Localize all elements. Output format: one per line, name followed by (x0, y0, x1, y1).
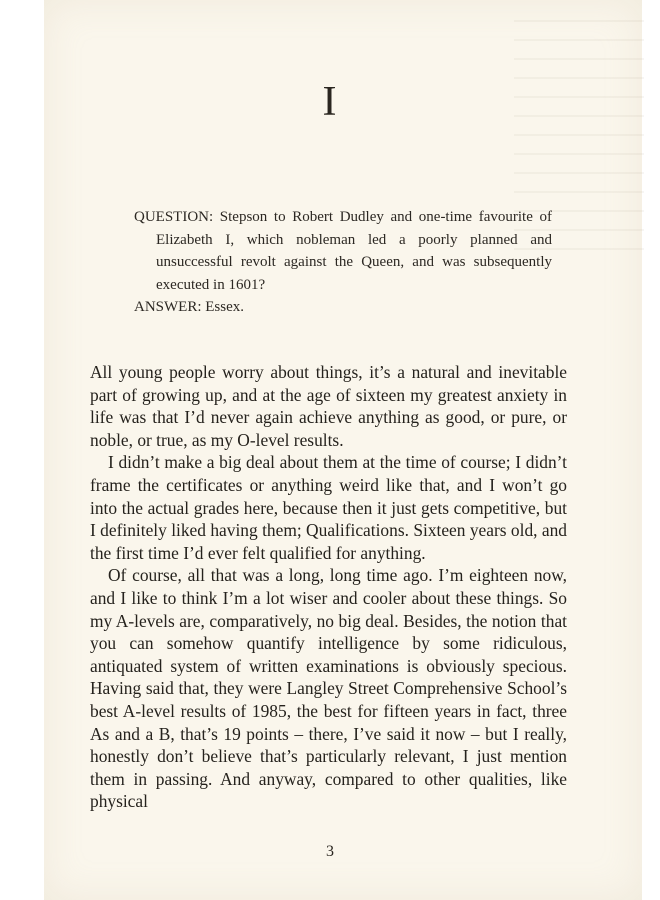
body-paragraph: I didn’t make a big deal about them at the time of course; I didn’t frame the certificates or anything weird like that, and I won’t go into the actual grades here, because then it just gets competitive, but I definitely liked having them; Qualifications. Sixteen years old, and the first time I’d ever felt qualified for anything. (90, 452, 567, 563)
body-paragraph: Of course, all that was a long, long time ago. I’m eighteen now, and I like to think I’m a lot wiser and cooler about these things. So my A-levels are, comparatively, no big deal. Besides, the notion that you can somehow quantify intelligence by some ridiculous, antiquated system of written examinations is obviously specious. Having said that, they were Langley Street Comprehensive School’s best A-level results of 1985, the best for fifteen years in fact, three As and a B, that’s 19 points – there, I’ve said it now – but I really, honestly don’t believe that’s particularly relevant, I just mention them in passing. And anyway, compared to other qualities, like physical (90, 565, 567, 812)
quiz-answer: ANSWER: Essex. (134, 299, 244, 315)
quiz-epigraph (134, 206, 552, 319)
chapter-number: I (322, 79, 338, 125)
body-paragraph: All young people worry about things, it’s a natural and inevitable part of growing up, and at the age of sixteen my greatest anxiety in life was that I’d never again achieve anything as good, or pure, or noble, or true, as my O-level results. (90, 362, 567, 450)
page-number: 3 (326, 843, 334, 860)
chapter-body (90, 361, 567, 813)
quiz-question: QUESTION: Stepson to Robert Dudley and one-time favourite of Elizabeth I, which nobleman led a poorly planned and unsuccessful revolt against the Queen, and was subsequently executed in 1601? (134, 209, 552, 293)
